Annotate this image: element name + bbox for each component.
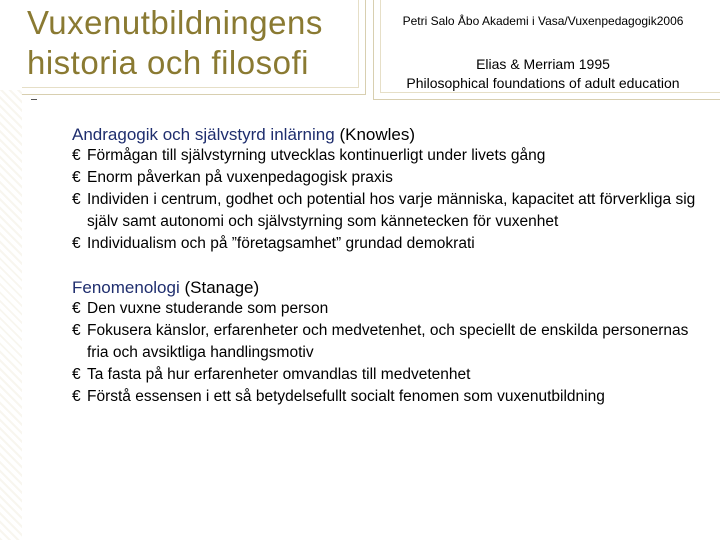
list-item-text: Ta fasta på hur erfarenheter omvandlas till medvetenhet bbox=[87, 366, 471, 383]
reference-authors: Elias & Merriam 1995 bbox=[476, 56, 610, 72]
bullet-icon: € bbox=[72, 388, 81, 405]
list-item bbox=[72, 189, 702, 233]
bullet-icon: € bbox=[72, 322, 81, 339]
divider-mark bbox=[31, 99, 37, 100]
bullet-icon: € bbox=[72, 147, 81, 164]
bullet-icon: € bbox=[72, 366, 81, 383]
reference-title: Philosophical foundations of adult education bbox=[406, 75, 680, 91]
list-item bbox=[72, 167, 702, 189]
list-item-text: Den vuxne studerande som person bbox=[87, 300, 329, 317]
left-decoration bbox=[0, 90, 22, 540]
section-term: Andragogik och självstyrd inlärning bbox=[72, 125, 335, 144]
section-term: Fenomenologi bbox=[72, 278, 180, 297]
list-item-text: Enorm påverkan på vuxenpedagogisk praxis bbox=[87, 169, 393, 186]
bullet-list-fenomenologi bbox=[72, 298, 702, 408]
section-author: (Knowles) bbox=[339, 125, 416, 144]
section-heading-fenomenologi bbox=[72, 278, 702, 298]
list-item bbox=[72, 298, 702, 320]
list-item bbox=[72, 145, 702, 167]
list-item-text: Förmågan till självstyrning utvecklas kontinuerligt under livets gång bbox=[87, 147, 546, 164]
bullet-icon: € bbox=[72, 169, 81, 186]
section-heading-andragogik bbox=[72, 125, 702, 145]
section-author: (Stanage) bbox=[184, 278, 260, 297]
list-item-text: Individualism och på ”företagsamhet” grundad demokrati bbox=[87, 235, 475, 252]
list-item bbox=[72, 233, 702, 255]
slide-title-line-2: historia och filosofi bbox=[27, 44, 309, 81]
list-item bbox=[72, 320, 702, 364]
list-item bbox=[72, 364, 702, 386]
bullet-list-andragogik bbox=[72, 145, 702, 255]
bullet-icon: € bbox=[72, 191, 81, 208]
slide-content bbox=[72, 125, 702, 408]
slide-title-line-1: Vuxenutbildningens bbox=[27, 4, 323, 41]
bullet-icon: € bbox=[72, 235, 81, 252]
slide-title bbox=[27, 3, 323, 83]
list-item-text: Individen i centrum, godhet och potential hos varje människa, kapacitet att förverkliga sig själv samt autonomi och självstyrning som kännetecken för vuxenhet bbox=[87, 191, 696, 230]
list-item-text: Fokusera känslor, erfarenheter och medvetenhet, och speciellt de enskilda personernas fria och avsiktliga handlingsmotiv bbox=[87, 322, 689, 361]
bullet-icon: € bbox=[72, 300, 81, 317]
institution-text: Petri Salo Åbo Akademi i Vasa/Vuxenpedagogik2006 bbox=[402, 14, 684, 28]
list-item-text: Förstå essensen i ett så betydelsefullt socialt fenomen som vuxenutbildning bbox=[87, 388, 605, 405]
list-item bbox=[72, 386, 702, 408]
